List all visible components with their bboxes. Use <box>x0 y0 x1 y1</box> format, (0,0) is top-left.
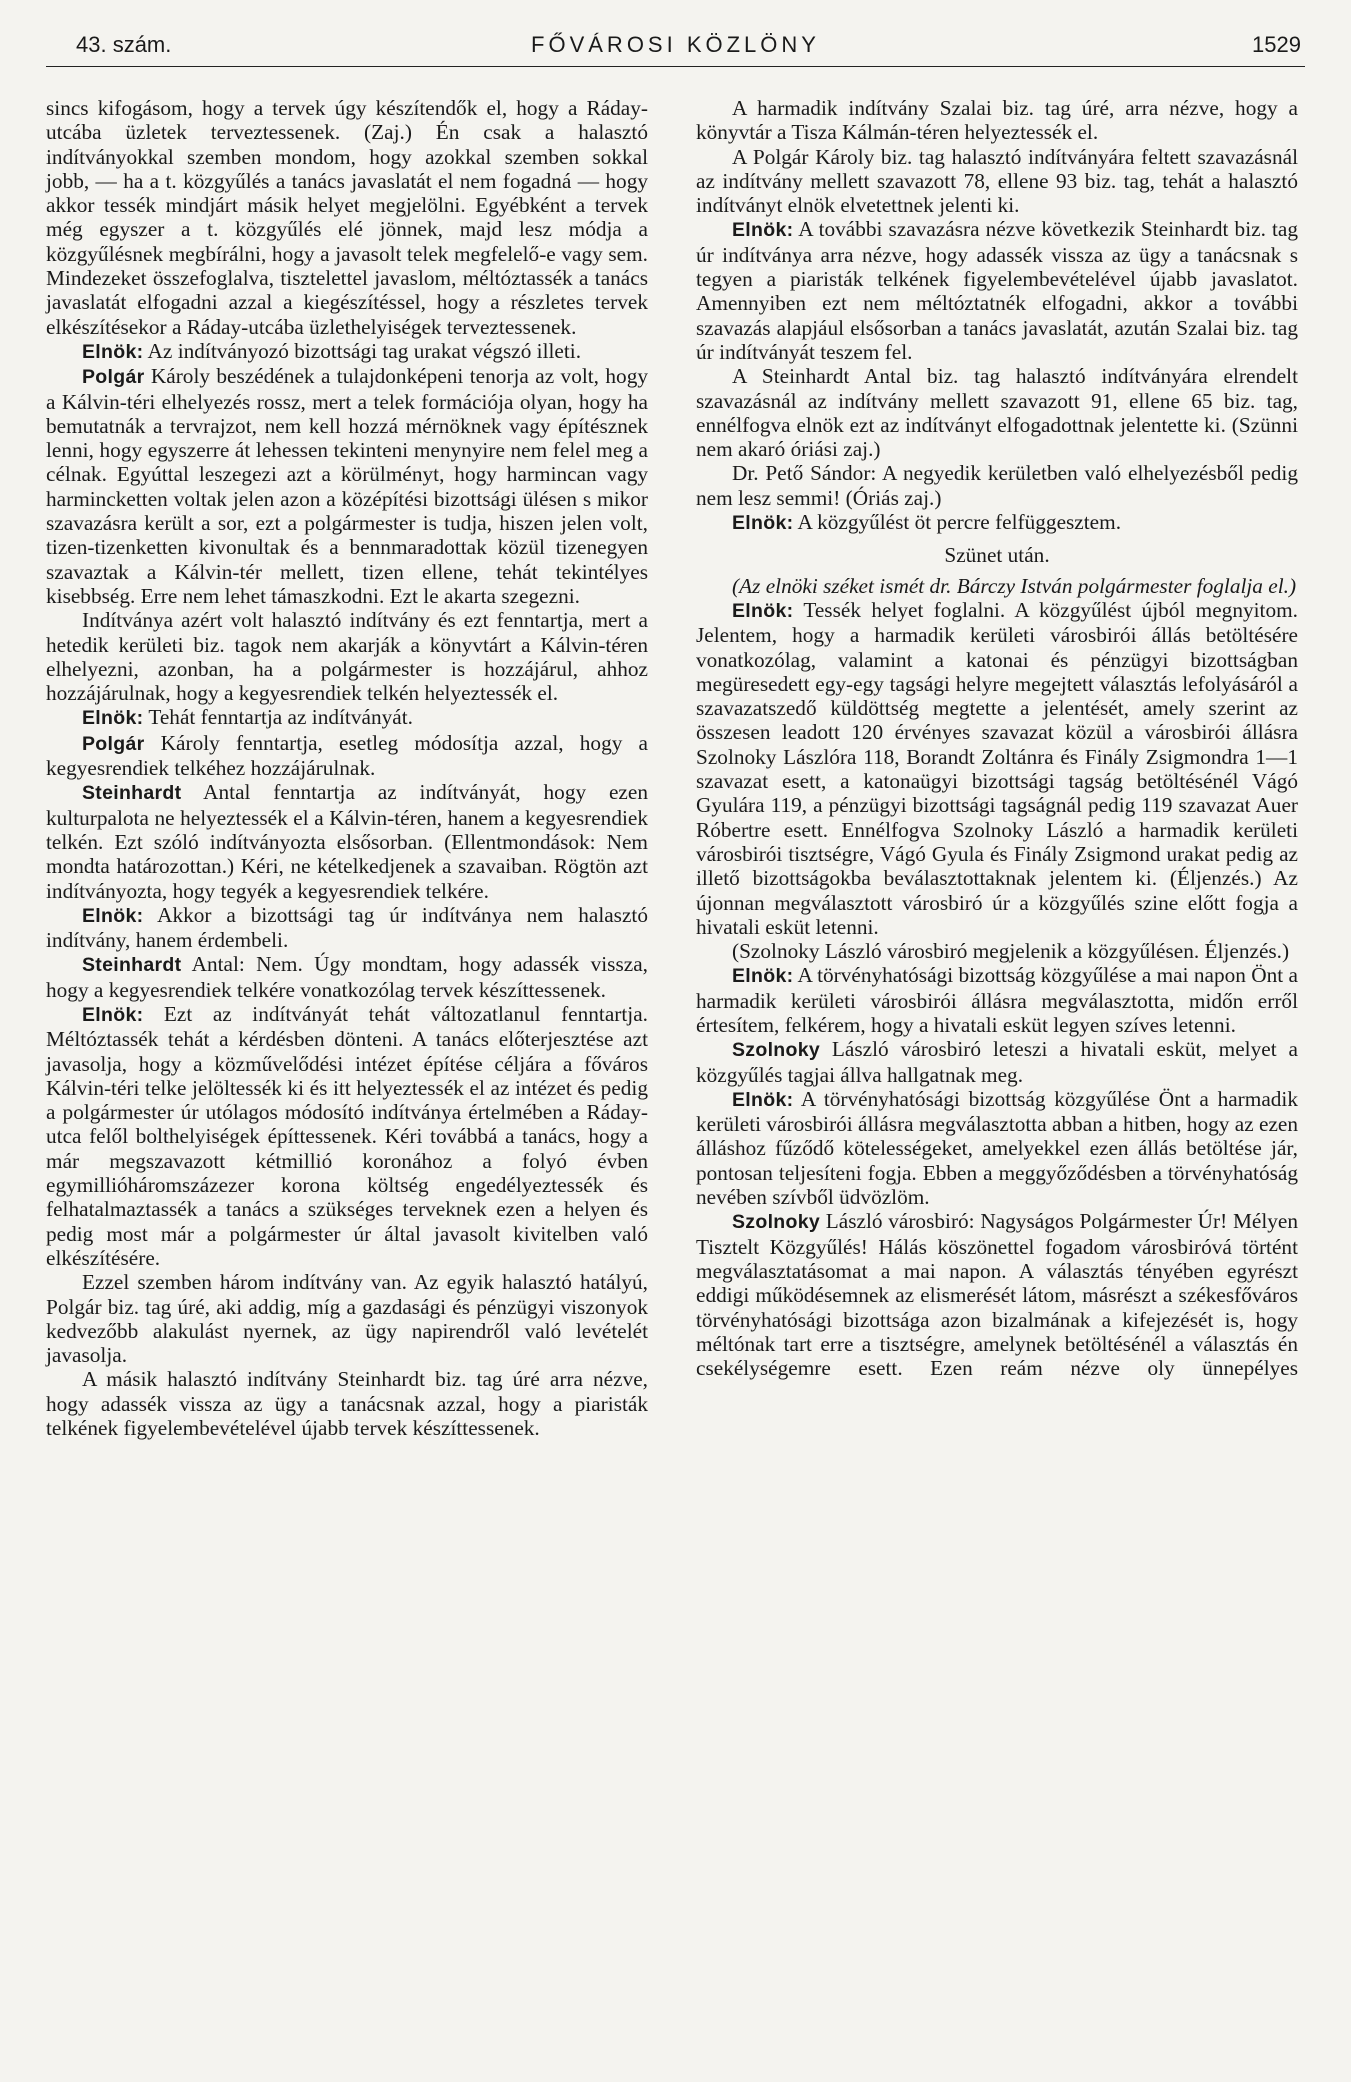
speaker-name: Polgár <box>82 366 145 389</box>
paragraph-text: Indítványa azért volt halasztó indítvány és ezt fenntartja, mert a hetedik kerületi biz. tagok nem akarják a könyvtárt a Kálvin-téren elhelyezni, azonban, ha a polgármester is hozzájárul, ahhoz hozzájárulnak, hogy a kegyesrendiek telkén helyeztessék el. <box>46 608 648 706</box>
paragraph-text: Antal: Nem. Úgy mondtam, hogy adassék vissza, hogy a kegyesrendiek telkére vonatkozólag tervek készíttessenek. <box>46 952 648 1002</box>
paragraph-text: Károly beszédének a tulajdonképeni tenorja az volt, hogy a Kálvin-téri elhelyezés rossz, mert a telek formációja olyan, hogy ha bemutatnák a tervrajzot, nem kell hozzá mérnöknek vagy építésznek lenni, hogy egyszerre át lehessen tekinteni menynyire nem felel meg a célnak. Egyúttal leszegezi azt a körülményt, hogy harmincan vagy harmincketten voltak jelen azon a középítési bizottsági ülésen s mikor szavazásra került a sor, ezt a polgármester is tudja, hiszen jelen volt, tizen-tizenketten kivonultak és a bennmaradottak közül tizenegyen szavaztak a Kálvin-tér mellett, tizen ellene, tehát tekintélyes kisebbség. Erre nem lehet támaszkodni. Ezt le akarta szegezni. <box>46 364 648 608</box>
paragraph-text: Károly fenntartja, esetleg módosítja azzal, hogy a kegyesrendiek telkéhez hozzájárulnak. <box>46 730 648 781</box>
paragraph-text: A közgyűlést öt percre felfüggesztem. <box>793 510 1122 535</box>
paragraph <box>696 364 1298 461</box>
left-column <box>46 96 648 1440</box>
speaker-name: Polgár <box>82 732 145 755</box>
speaker-name: Elnök: <box>732 965 794 988</box>
paragraph-text: Tehát fenntartja az indítványát. <box>143 705 413 730</box>
speaker-name: Elnök: <box>82 340 144 363</box>
speaker-name: Elnök: <box>82 1003 144 1026</box>
paragraph <box>46 339 648 364</box>
speaker-name: Elnök: <box>732 1088 794 1111</box>
paragraph <box>696 939 1298 963</box>
paragraph-text: Akkor a bizottsági tag úr indítványa nem halasztó indítvány, hanem érdembeli. <box>46 902 648 953</box>
speaker-name: Szolnoky <box>732 1039 820 1062</box>
paragraph <box>46 705 648 730</box>
speaker-name: Dr. Pető Sándor: <box>732 461 877 486</box>
paragraph-text: László városbiró leteszi a hivatali esküt, melyet a közgyűlés tagjai állva hallgatnak meg. <box>696 1037 1298 1087</box>
paragraph <box>696 461 1298 510</box>
speaker-name: Steinhardt <box>82 954 182 977</box>
italic-note: (Az elnöki széket ismét dr. Bárczy István polgármester foglalja el.) <box>732 573 1297 598</box>
paragraph <box>46 780 648 902</box>
paragraph-text: A további szavazásra nézve következik Steinhardt biz. tag úr indítványa arra nézve, hogy adassék vissza az ügy a tanácsnak s tegyen a piaristák telkének figyelembevételével újabb javaslatot. Amennyiben ezt nem méltóztatnék elfogadni, akkor a további szavazás alapjául elsősorban a tanács javaslatát, azután Szalai biz. tag úr indítványát teszem fel. <box>696 217 1298 364</box>
paragraph-text: A törvényhatósági bizottság közgyűlése a mai napon Önt a harmadik kerületi városbirói állásra megválasztotta, midőn erről értesítem, felkérem, hogy a hivatali esküt legyen szíves letenni. <box>696 963 1298 1037</box>
paragraph-text: A harmadik indítvány Szalai biz. tag úré, arra nézve, hogy a könyvtár a Tisza Kálmán-téren helyeztessék el. <box>696 96 1298 145</box>
paragraph <box>46 731 648 781</box>
speaker-name: Steinhardt <box>82 782 182 805</box>
paragraph <box>696 145 1298 218</box>
paragraph-text: László városbiró: Nagyságos Polgármester Úr! Mélyen Tisztelt Közgyűlés! Hálás köszönettel fogadom városbiróvá történt megválasztatásomat a mai napon. A választás tényében egyrészt eddigi működésemnek az elismerését látom, másrészt a székesfőváros törvényhatósági bizottsága azon bizalmának a kifejezését is, hogy méltónak tart erre a tisztségre, amelynek betöltésénél a választás én csekélységemre esett. Ezen reám nézve oly ünnepélyes <box>696 1209 1298 1381</box>
paragraph-text: Ezzel szemben három indítvány van. Az egyik halasztó hatályú, Polgár biz. tag úré, aki addig, míg a gazdasági és pénzügyi viszonyok kedvezőbb alakulást nyernek, az ügy napirendről való levételét javasolja. <box>46 1270 648 1368</box>
page-number: 1529 <box>1252 32 1301 57</box>
paragraph <box>696 598 1298 939</box>
paragraph <box>696 96 1298 145</box>
paragraph <box>696 510 1298 535</box>
paragraph <box>46 608 648 705</box>
paragraph-text: Antal fenntartja az indítványát, hogy ezen kulturpalota ne helyeztessék el a Kálvin-téren, hanem a kegyesrendiek telkén. Ezt szóló indítványozta elsősorban. (Ellentmondások: Nem mondta határozottan.) Kéri, ne kételkedjenek a szavaiban. Rögtön azt indítványozta, hogy tegyék a kegyesrendiek telkére. <box>46 780 648 903</box>
paragraph-text: Ezt az indítványát tehát változatlanul fenntartja. Méltóztassék tehát a kérdésben dönteni. A tanács előterjesztése azt javasolja, hogy a közművelődési intézet építése céljára a főváros Kálvin-téri telke jelöltessék ki és itt helyeztessék el az intézet és pedig a polgármester úr utólagos módosító indítványa értelmében a Ráday-utca felől bolthelyiségek építtessenek. Kéri továbbá a tanács, hogy a már megszavazott kétmillió koronához a folyó évben egymillióháromszázezer korona költség engedélyeztessék és felhatalmaztassék a tanács a szükséges terveknek ezen a helyen és pedig most már a polgármester úr által javasolt kivitelben való elkészítésére. <box>46 1001 648 1270</box>
right-column <box>696 96 1298 1380</box>
paragraph-text: A másik halasztó indítvány Steinhardt biz. tag úré arra nézve, hogy adassék vissza az ügy a tanácsnak azzal, hogy a piaristák telkének figyelembevételével újabb tervek készíttessenek. <box>46 1367 648 1441</box>
paragraph-text: A Steinhardt Antal biz. tag halasztó indítványára elrendelt szavazásnál az indítvány mellett szavazott 91, ellene 65 biz. tag, ennélfogva elnök ezt az indítványt elfogadottnak jelentette ki. (Szünni nem akaró óriási zaj.) <box>696 364 1298 462</box>
speaker-name: Elnök: <box>82 904 144 927</box>
paragraph-text: A Polgár Károly biz. tag halasztó indítványára feltett szavazásnál az indítvány mellett szavazott 78, ellene 93 biz. tag, tehát a halasztó indítványt elnök elvetettnek jelenti ki. <box>696 144 1298 218</box>
speaker-name: Elnök: <box>732 512 794 535</box>
paragraph-text: Az indítványozó bizottsági tag urakat végszó illeti. <box>143 338 582 363</box>
paragraph-text: sincs kifogásom, hogy a tervek úgy készítendők el, hogy a Ráday-utcába üzletek terveztessenek. (Zaj.) Én csak a halasztó indítványokkal szemben mondom, hogy azokkal szemben sokkal jobb, — ha a t. közgyűlés a tanács javaslatát el nem fogadná — hogy akkor tessék mindjárt másik helyet megjelölni. Egyébként a tervek még egyszer a t. közgyűlés elé jönnek, majd lesz módja a közgyűlésnek megbírálni, hogy a javasolt telek megfelelő-e vagy sem. Mindezeket összefoglalva, tisztelettel javaslom, méltóztassék a tanács javaslatát elfogadni azzal a kiegészítéssel, hogy a részletes tervek elkészítésekor a Ráday-utcába üzlethelyiségek terveztessenek. <box>46 96 648 339</box>
paragraph-text: A törvényhatósági bizottság közgyűlése Önt a harmadik kerületi városbirói állásra megválasztotta abban a hitben, hogy az ezen álláshoz fűződő kötelességeket, amelyekkel ezen állás betöltése jár, pontosan teljesíteni fogja. Ebben a meggyőződésben a törvényhatóság nevében szívből üdvözlöm. <box>696 1086 1298 1210</box>
paragraph <box>696 217 1298 364</box>
paragraph <box>46 903 648 953</box>
page-header <box>46 30 1305 67</box>
paragraph <box>46 96 648 339</box>
paragraph-text: A negyedik kerületben való elhelyezésből pedig nem lesz semmi! (Óriás zaj.) <box>696 461 1298 510</box>
paragraph <box>46 364 648 608</box>
speaker-name: Elnök: <box>732 599 794 622</box>
section-heading: Szünet után. <box>944 543 1050 568</box>
speaker-name: Elnök: <box>82 707 144 730</box>
paragraph <box>696 1037 1298 1087</box>
paragraph <box>696 963 1298 1037</box>
paragraph-text: Tessék helyet foglalni. A közgyűlést újból megnyitom. Jelentem, hogy a harmadik kerületi városbirói állás betöltésére vonatkozólag, valamint a katonai és pénzügyi bizottságban megüresedett egy-egy tagsági helyre megejtett választás lefolyásáról a szavazatszedő küldöttség megtette a jelentését, amely szerint az összesen leadott 120 érvényes szavazat közül a városbirói állásra Szolnoky Lászlóra 118, Borandt Zoltánra és Finály Zsigmondra 1—1 szavazat esett, a katonaügyi bizottsági tagság betöltésénél Vágó Gyulára 119, a pénzügyi bizottsági tagságnál pedig 119 szavazat Auer Róbertre esett. Ennélfogva Szolnoky László a harmadik kerületi városbirói tisztségre, Vágó Gyula és Finály Zsigmond urakat pedig az illető bizottságokba beválasztottaknak jelentem ki. (Éljenzés.) Az újonnan megválasztott városbiró úr a közgyűlés szine előtt fogja a hivatali esküt letenni. <box>696 597 1298 939</box>
paragraph <box>46 1367 648 1440</box>
issue-number: 43. szám. <box>76 32 172 57</box>
journal-title: FŐVÁROSI KÖZLÖNY <box>531 32 820 57</box>
speaker-name: Elnök: <box>732 219 794 242</box>
speaker-name: Szolnoky <box>732 1211 820 1234</box>
paragraph <box>46 1270 648 1367</box>
paragraph <box>696 1209 1298 1380</box>
paragraph-text: (Szolnoky László városbiró megjelenik a közgyűlésen. Éljenzés.) <box>732 939 1290 964</box>
paragraph <box>46 1002 648 1270</box>
paragraph <box>696 1087 1298 1209</box>
paragraph <box>46 952 648 1002</box>
